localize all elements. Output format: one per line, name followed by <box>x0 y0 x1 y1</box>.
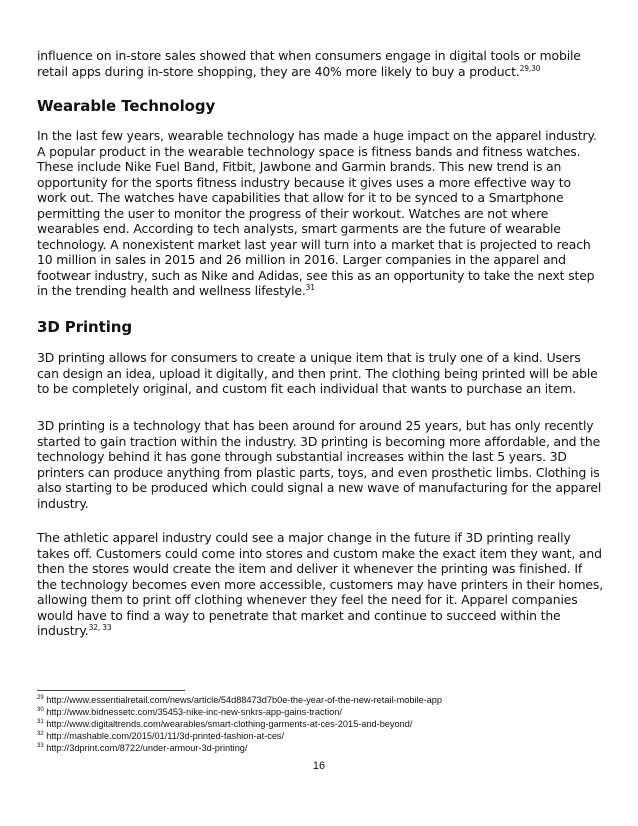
footnote-ref: 31 <box>305 282 315 292</box>
printing-paragraph-3: The athletic apparel industry could see a major change in the future if 3D printing really takes off. Customers could come into stores and custom make the exact item they want, and then the stores would create the item and deliver it whenever the printing was finished. If the technology becomes even more accessible, customers may have printers in their homes, allowing them to print off clothing whenever they feel the need for it. Apparel companies would have to find a way to penetrate that market and continue to succeed within the industry.$^{32, 33}$ <box>37 530 603 638</box>
section-heading-wearable: Wearable Technology <box>37 97 216 115</box>
page-number: 16 <box>312 760 326 772</box>
footnote-ref: 32, 33 <box>88 622 112 632</box>
footnote: $^{29}$ http://www.essentialretail.com/news/article/54d88473d7b0e-the-year-of-the-new-retail-mobile-app <box>37 694 443 705</box>
wearable-paragraph: In the last few years, wearable technology has made a huge impact on the apparel industry. A popular product in the wearable technology space is fitness bands and fitness watches. These include Nike Fuel Band, Fitbit, Jawbone and Garmin brands. This new trend is an opportunity for the sports fitness industry because it gives uses a more effective way to work out. The watches have capabilities that allow for it to be synced to a Smartphone permitting the user to monitor the progress of their workout. Watches are not where wearables end. According to tech analysts, smart garments are the future of wearable technology. A nonexistent market last year will turn into a market that is projected to reach 10 million in sales in 2015 and 26 million in 2016. Larger companies in the apparel and footwear industry, such as Nike and Adidas, see this as an opportunity to take the next step in the trending health and wellness lifestyle.$^{31}$ <box>37 128 597 298</box>
footnote: $^{33}$ http://3dprint.com/8722/under-armour-3d-printing/ <box>37 742 248 753</box>
footnote: $^{32}$ http://mashable.com/2015/01/11/3d-printed-fashion-at-ces/ <box>37 730 285 741</box>
printing-paragraph-1: 3D printing allows for consumers to create a unique item that is truly one of a kind. Users can design an idea, upload it digitally, and then print. The clothing being printed will be able to be completely original, and custom fit each individual that wants to purchase an item. <box>37 350 598 396</box>
footnote-divider <box>37 690 185 691</box>
intro-paragraph: influence on in-store sales showed that when consumers engage in digital tools or mobile retail apps during in-store shopping, they are 40% more likely to buy a product.$^{29,30}$ <box>37 48 581 79</box>
printing-paragraph-2: 3D printing is a technology that has been around for around 25 years, but has only recently started to gain traction within the industry. 3D printing is becoming more affordable, and the technology behind it has gone through substantial increases within the last 5 years. 3D printers can produce anything from plastic parts, toys, and even prosthetic limbs. Clothing is also starting to be produced which could signal a new wave of manufacturing for the apparel industry. <box>37 418 602 511</box>
footnote-ref: 29,30 <box>519 63 541 73</box>
footnote: $^{30}$ http://www.bidnessetc.com/35453-nike-inc-new-snkrs-app-gains-traction/ <box>37 706 342 717</box>
footnote: $^{31}$ http://www.digitaltrends.com/wearables/smart-clothing-garments-at-ces-2015-and-beyond/ <box>37 718 413 729</box>
section-heading-3d-printing: 3D Printing <box>37 318 132 336</box>
